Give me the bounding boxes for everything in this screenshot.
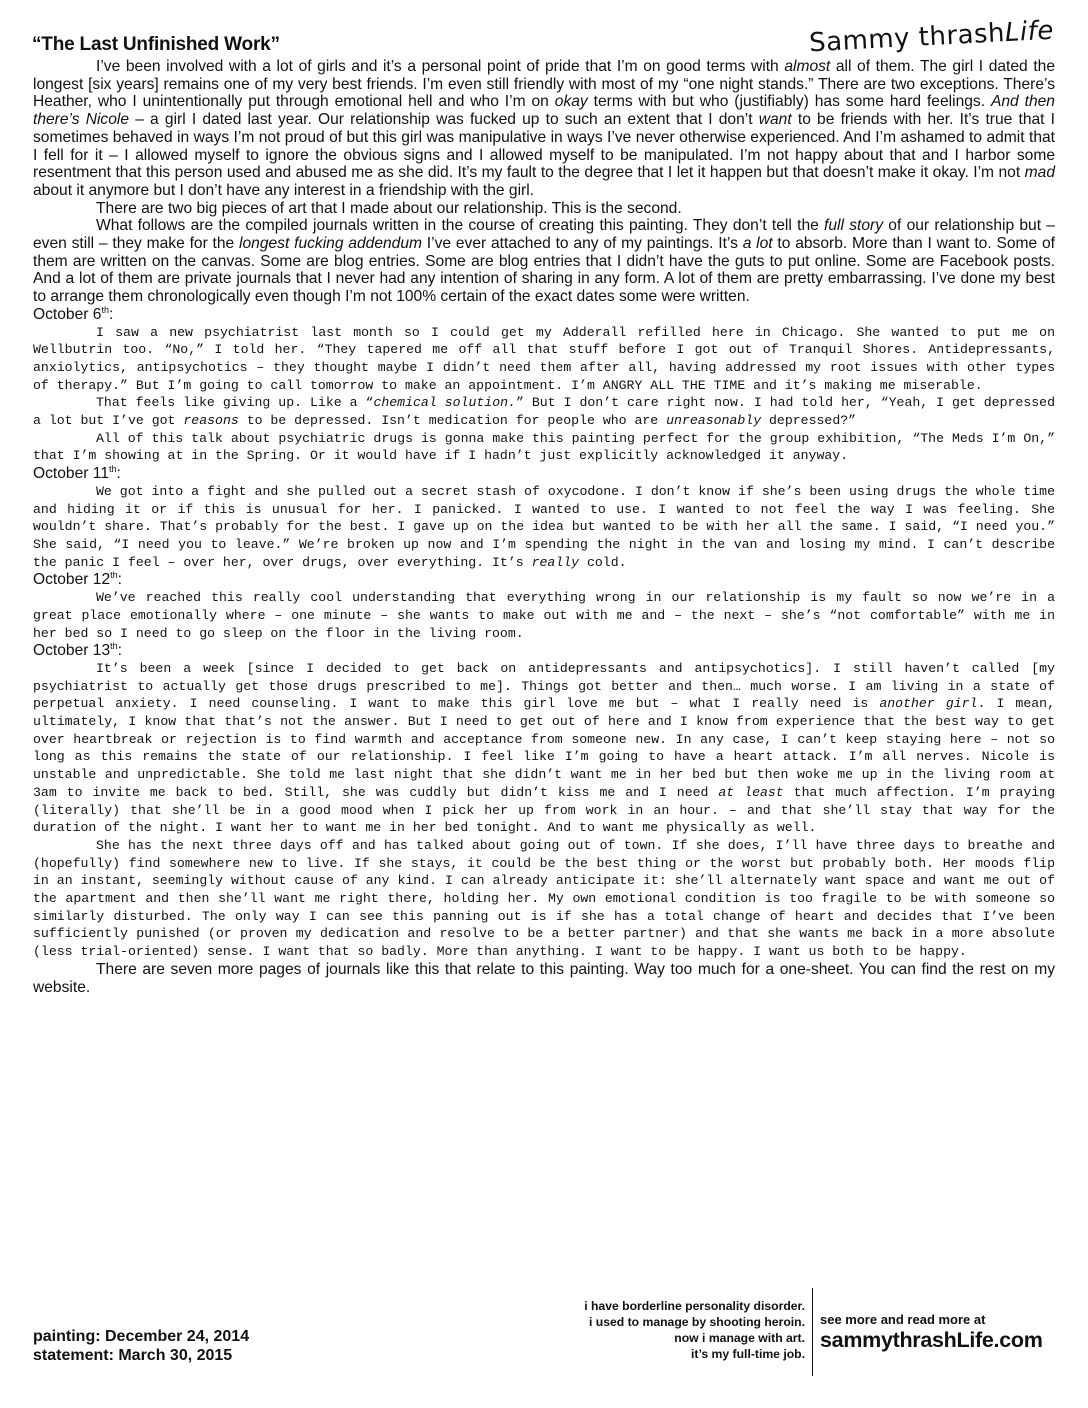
emphasis: at least xyxy=(718,784,784,800)
entry-date: October 6th: xyxy=(33,304,114,323)
journal-entry xyxy=(33,571,1055,642)
emphasis: almost xyxy=(784,58,831,75)
emphasis: reasons xyxy=(183,413,239,429)
footer-divider xyxy=(812,1288,813,1376)
emphasis: really xyxy=(531,554,580,570)
painting-date: painting: December 24, 2014 xyxy=(33,1328,250,1345)
entry-paragraph: It’s been a week [since I decided to get back on antidepressants and antipsychotics]. I still haven’t called [my psychiatrist to actually get those drugs prescribed to me]. Things got better and then… much worse. I am living in a state of perpetual anxiety. I need counseling. I want to make this girl love me but – what I really need is another girl. I mean, ultimately, I know that that’s not the answer. But I need to get out of here and I know from experience that the best way to get over heartbreak or rejection is to find warmth and acceptance from someone new. In any case, I can’t keep staying here – not so long as this remains the state of our relationship. I feel like I’m going to have a heart attack. I’m all nerves. Nicole is unstable and unpredictable. She told me last night that she didn’t want me in her bed but then woke me up in the living room at 3am to invite me back to bed. Still, she was cuddly but didn’t kiss me and I need at least that much affection. I’m praying (literally) that she’ll be in a good mood when I pick her up from work in an hour. – and that she’ll stay that way for the duration of the night. I want her to want me in her bed tonight. And to want me physically as well. xyxy=(33,660,1056,836)
website-cta: see more and read more at xyxy=(820,1312,986,1327)
intro-paragraph: I’ve been involved with a lot of girls and it’s a personal point of pride that I’m on good terms with almost all of them. The girl I dated the longest [six years] remains one of my very best friends. I’m even still friendly with most of my “one night stands.” There are two exceptions. There’s Heather, who I unintentionally put through emotional hell and who I’m on okay terms with but who (justifiably) has some hard feelings. And then there’s Nicole – a girl I dated last year. Our relationship was fucked up to such an extent that I don’t want to be friends with her. It’s true that I sometimes behaved in ways I’m not proud of but this girl was manipulative in ways I’ve never otherwise experienced. And I’m ashamed to admit that I fell for it – I allowed myself to ignore the obvious signs and I allowed myself to be manipulated. I’m not happy about that and I harbor some resentment that this person used and abused me as she did. It’s my fault to the degree that I let it happen but that doesn’t make it okay. I’m not mad about it anymore but I don’t have any interest in a friendship with the girl. xyxy=(33,58,1056,199)
entry-paragraph: All of this talk about psychiatric drugs is gonna make this painting perfect for the group exhibition, “The Meds I’m On,” that I’m showing at in the Spring. Or it would have if I hadn’t just explicitly acknowledged it anyway. xyxy=(33,430,1055,464)
emphasis: longest fucking addendum xyxy=(239,235,423,253)
entry-paragraph: We’ve reached this really cool understanding that everything wrong in our relationship is my fault so now we’re in a great place emotionally where – one minute – she wants to make out with me and – the next – she’s “not comfortable” with me in her bed so I need to go sleep on the floor in the living room. xyxy=(33,590,1055,641)
statement-date: statement: March 30, 2015 xyxy=(33,1347,233,1364)
emphasis: unreasonably xyxy=(666,413,762,429)
website-link[interactable]: sammythrashLife.com xyxy=(820,1328,1043,1352)
page-title: “The Last Unfinished Work” xyxy=(32,34,280,55)
entry-paragraph: We got into a fight and she pulled out a secret stash of oxycodone. I don’t know if she’s been using drugs the whole time and hiding it or if this is unusual for her. I panicked. I wanted to use. I wanted to not feel the way I was feeling. She wouldn’t share. That’s probably for the best. I gave up on the idea but wanted to be with her all the same. I said, “I need you.” She said, “I need you to leave.” We’re broken up now and I’m spending the night in the van and losing my mind. I can’t describe the panic I feel – over her, over drugs, over everything. It’s really cold. xyxy=(33,483,1055,570)
document-body xyxy=(33,58,1055,996)
entry-paragraph: That feels like giving up. Like a “chemical solution.” But I don’t care right now. I had told her, “Yeah, I get depressed a lot but I’ve got reasons to be depressed. Isn’t medication for people who are unreasonably depressed?” xyxy=(33,395,1055,429)
entry-paragraph: I saw a new psychiatrist last month so I could get my Adderall refilled here in Chicago. She wanted to put me on Wellbutrin too. “No,” I told her. “They tapered me off all that stuff before I got out of Tranquil Shores. Antidepressants, anxiolytics, antipsychotics – they thought maybe I didn’t need them after all, having addressed my root issues with other types of therapy.” But I’m going to call tomorrow to make an appointment. I’m ANGRY ALL THE TIME and it’s making me miserable. xyxy=(33,324,1055,393)
emphasis: a lot xyxy=(742,235,773,253)
footer-bio: i have borderline personality disorder. i used to manage by shooting heroin. now i manage with art. it’s my full-time job. xyxy=(584,1299,805,1361)
emphasis: chemical solution. xyxy=(373,395,516,411)
closing-paragraph: There are seven more pages of journals like this that relate to this painting. Way too much for a one-sheet. You can find the rest on my website. xyxy=(33,960,1055,996)
entry-date: October 13th: xyxy=(33,641,123,660)
emphasis: want xyxy=(758,111,792,129)
intro-paragraph: What follows are the compiled journals written in the course of creating this painting. They don’t tell the full story of our relationship but – even still – they make for the longest fucking addendum I’ve ever attached to any of my paintings. It’s a lot to absorb. More than I want to. Some of them are written on the canvas. Some are blog entries. Some are blog entries that I didn’t have the guts to put online. Some are Facebook posts. And a lot of them are private journals that I never had any intention of sharing in any form. A lot of them are pretty embarrassing. I’ve done my best to arrange them chronologically even though I’m not 100% certain of the exact dates some were written. xyxy=(33,217,1055,306)
signature-logo: Sammy thrashLife xyxy=(808,15,1055,59)
footer-website xyxy=(820,1312,1043,1352)
journal-entry xyxy=(33,642,1055,961)
intro-paragraph: There are two big pieces of art that I made about our relationship. This is the second. xyxy=(96,199,682,217)
emphasis: okay xyxy=(554,93,588,111)
entry-date: October 12th: xyxy=(33,570,123,589)
entry-date: October 11th: xyxy=(33,464,121,483)
journal-entry xyxy=(33,306,1055,465)
footer-dates xyxy=(33,1327,249,1365)
emphasis: full story xyxy=(824,217,884,235)
entry-paragraph: She has the next three days off and has talked about going out of town. If she does, I’ll have three days to breathe and (hopefully) find somewhere new to live. If she stays, it could be the best thing or the worst but probably both. Her moods flip in an instant, seemingly without cause of any kind. I can already anticipate it: she’ll alternately want space and want me out of the apartment and then she’ll want me right there, holding her. My own emotional condition is too fragile to be with someone so similarly disturbed. The only way I can see this panning out is if she has a total change of heart and decides that I’ve been sufficiently punished (or proven my dedication and resolve to be a better partner) and that she wants me back in a more absolute (less trial-oriented) sense. I want that so badly. More than anything. I want to be happy. I want us both to be happy. xyxy=(33,837,1055,960)
emphasis: And then there’s Nicole xyxy=(33,93,1055,129)
journal-entry xyxy=(33,465,1055,571)
emphasis: another girl xyxy=(879,696,978,712)
emphasis: mad xyxy=(1024,164,1055,182)
